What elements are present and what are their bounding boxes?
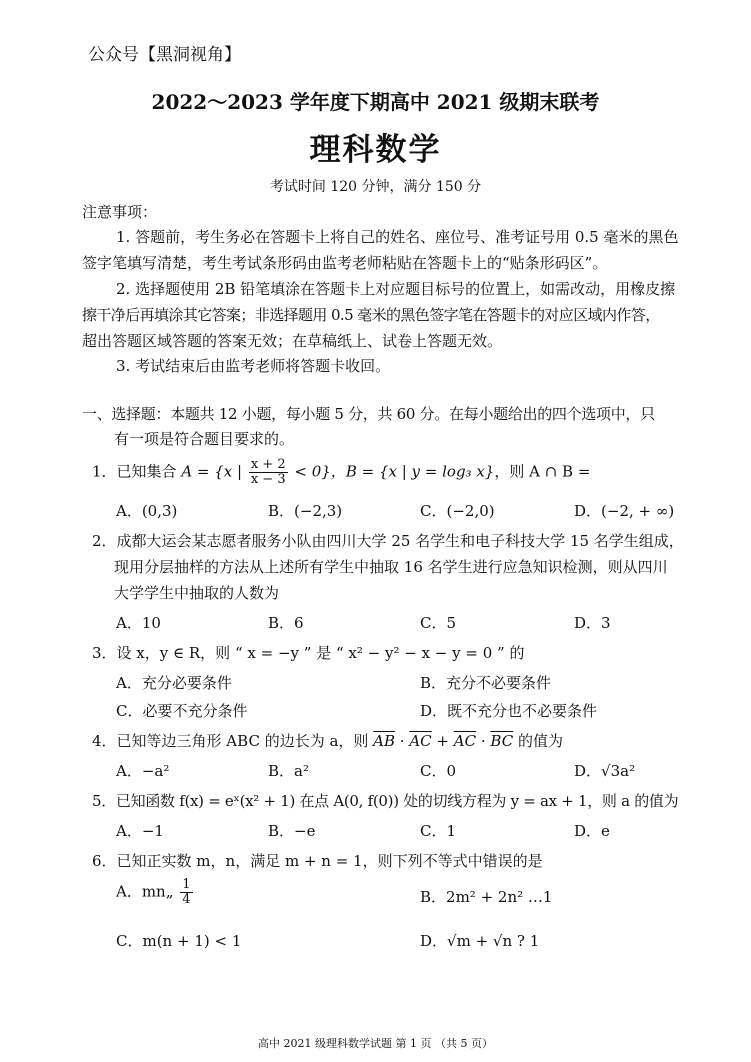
q6-option-a-pre: A．mn„ <box>116 882 174 901</box>
section-1-line-1: 一、选择题：本题共 12 小题，每小题 5 分，共 60 分。在每小题给出的四个选项中，只 <box>82 405 655 423</box>
q2-option-d: D．3 <box>574 614 611 632</box>
q2-line-3: 大学学生中抽取的人数为 <box>114 584 280 602</box>
page-footer: 高中 2021 级理科数学试题 第 1 页 （共 5 页） <box>258 1037 493 1050</box>
q3-stem: 3．设 x，y ∈ R，则 “ x = −y ” 是 “ x² − y² − x − y = 0 ” 的 <box>92 644 525 662</box>
q5-option-d: D．e <box>574 822 610 840</box>
q4-option-c: C．0 <box>420 762 457 780</box>
q1-frac-den: x − 3 <box>250 472 286 487</box>
q4-option-b: B．a² <box>268 762 309 780</box>
q5-option-c: C．1 <box>420 822 457 840</box>
q4-option-d: D．√3a² <box>574 762 636 780</box>
q1-pre: 1．已知集合 <box>92 462 182 481</box>
q6-option-c: C．m(n + 1) < 1 <box>116 932 242 950</box>
q1-frac-num: x + 2 <box>250 457 286 472</box>
q5-stem: 5．已知函数 f(x) = eˣ(x² + 1) 在点 A(0, f(0)) 处的切线方程为 y = ax + 1，则 a 的值为 <box>92 792 679 810</box>
q4-vector-bc: $\overline{BC}$ <box>490 732 514 750</box>
q3-option-c: C．必要不充分条件 <box>116 702 248 720</box>
q1-set-b: B = {x | y = log₃ x} <box>345 462 495 481</box>
q1-set-a-post: < 0}， <box>289 462 346 481</box>
q3-option-b: B．充分不必要条件 <box>420 674 552 692</box>
q1-option-d: D．(−2, + ∞) <box>574 502 675 520</box>
note-2-line-2: 擦干净后再填涂其它答案；非选择题用 0.5 毫米的黑色签字笔在答题卡的对应区域内作答， <box>82 306 660 324</box>
q2-line-1: 2．成都大运会某志愿者服务小队由四川大学 25 名学生和电子科技大学 15 名学生组成， <box>92 532 684 550</box>
q4-option-a: A．−a² <box>116 762 170 780</box>
q1-fraction <box>249 458 288 487</box>
time-info: 考试时间 120 分钟，满分 150 分 <box>269 179 482 195</box>
q4-dot-2: · <box>476 732 491 750</box>
q4-post: 的值为 <box>513 732 563 750</box>
q2-option-a: A．10 <box>116 614 161 632</box>
q3-option-d: D．既不充分也不必要条件 <box>420 702 598 720</box>
note-1-line-2: 签字笔填写清楚，考生考试条形码由监考老师粘贴在答题卡上的“贴条形码区”。 <box>82 254 608 272</box>
q6-stem: 6．已知正实数 m，n，满足 m + n = 1，则下列不等式中错误的是 <box>92 852 543 870</box>
q1-option-a: A．(0,3) <box>116 502 178 520</box>
q6-option-a <box>116 878 195 907</box>
question-1-stem <box>92 458 590 487</box>
q2-option-c: C．5 <box>420 614 457 632</box>
q2-option-b: B．6 <box>268 614 304 632</box>
note-1-line-1: 1. 答题前，考生务必在答题卡上将自己的姓名、座位号、准考证号用 0.5 毫米的黑色 <box>116 228 679 246</box>
q6-frac-den: 4 <box>182 892 191 907</box>
subject-title: 理科数学 <box>309 132 442 168</box>
q5-option-a: A．−1 <box>116 822 164 840</box>
q6-option-b: B．2m² + 2n² …1 <box>420 888 553 906</box>
q6-option-d: D．√m + √n ? 1 <box>420 932 540 950</box>
q4-vector-ac-2: $\overline{AC}$ <box>453 732 477 750</box>
notes-heading: 注意事项： <box>82 203 158 221</box>
note-2-line-1: 2. 选择题使用 2B 铅笔填涂在答题卡上对应题目标号的位置上，如需改动，用橡皮擦 <box>116 280 676 298</box>
q2-line-2: 现用分层抽样的方法从上述所有学生中抽取 16 名学生进行应急知识检测，则从四川 <box>114 558 668 576</box>
q1-post: ，则 A ∩ B = <box>494 462 591 481</box>
q1-option-c: C．(−2,0) <box>420 502 495 520</box>
q1-set-a-pre: A = {x | <box>181 462 247 481</box>
note-2-line-3: 超出答题区域答题的答案无效；在草稿纸上、试卷上答题无效。 <box>82 332 503 350</box>
q4-dot-1: · <box>395 732 410 750</box>
q5-option-b: B．−e <box>268 822 316 840</box>
q4-vector-ab: $\overline{AB}$ <box>373 732 396 750</box>
q4-pre: 4．已知等边三角形 ABC 的边长为 a，则 <box>92 732 374 750</box>
q4-stem <box>92 728 563 754</box>
q1-option-b: B．(−2,3) <box>268 502 343 520</box>
q6-option-a-fraction <box>180 878 192 907</box>
note-3: 3. 考试结束后由监考老师将答题卡收回。 <box>116 357 391 375</box>
q3-option-a: A．充分必要条件 <box>116 674 232 692</box>
watermark: 公众号【黑洞视角】 <box>88 45 241 65</box>
section-1-line-2: 有一项是符合题目要求的。 <box>114 430 295 448</box>
q4-plus: + <box>431 732 454 750</box>
q4-vector-ac: $\overline{AC}$ <box>409 732 432 750</box>
q6-frac-num: 1 <box>182 877 191 892</box>
exam-title: 2022～2023 学年度下期高中 2021 级期末联考 <box>151 90 600 114</box>
